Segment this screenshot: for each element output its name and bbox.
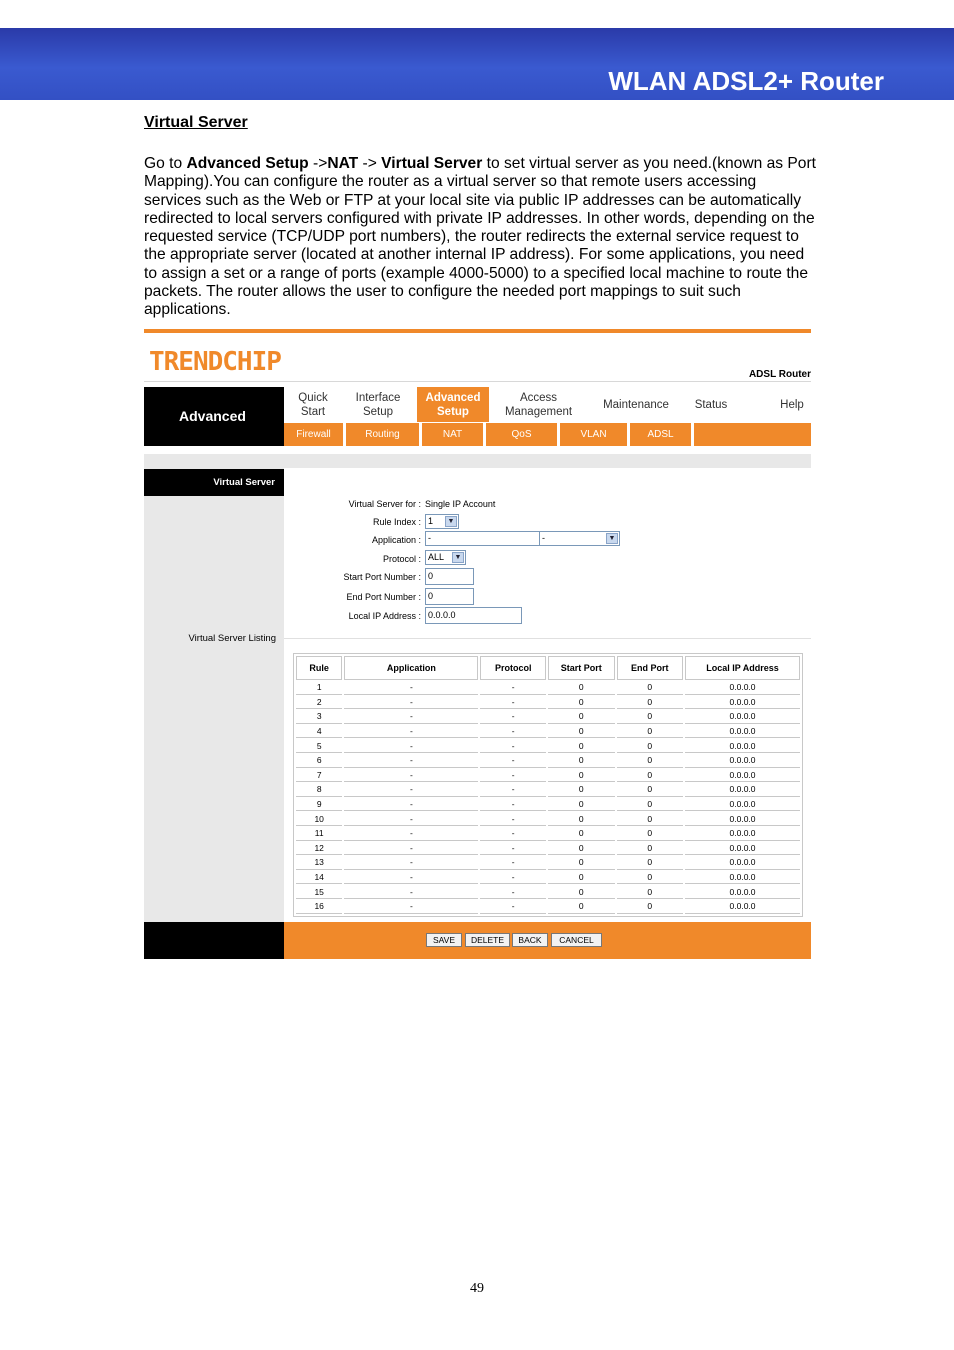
table-row — [296, 711, 800, 724]
col-application: Application — [344, 656, 478, 680]
cell-end-port: 0 — [617, 813, 684, 826]
table-row — [296, 872, 800, 885]
cell-protocol: - — [480, 843, 546, 856]
cell-end-port: 0 — [617, 799, 684, 812]
cell-end-port: 0 — [617, 843, 684, 856]
cell-start-port: 0 — [548, 740, 615, 753]
cell-local-ip: 0.0.0.0 — [685, 843, 800, 856]
cell-protocol: - — [480, 711, 546, 724]
intro-bold-advanced-setup: Advanced Setup — [186, 155, 309, 172]
chevron-down-icon: ▼ — [445, 516, 457, 527]
cell-protocol: - — [480, 726, 546, 739]
cell-local-ip: 0.0.0.0 — [685, 711, 800, 724]
subtab-adsl[interactable]: ADSL — [630, 423, 694, 446]
subtab-nat[interactable]: NAT — [422, 423, 486, 446]
intro-bold-virtual-server: Virtual Server — [381, 155, 483, 172]
start-port-input[interactable]: 0 — [425, 568, 474, 585]
virtual-server-listing-label: Virtual Server Listing — [188, 633, 276, 644]
cell-protocol: - — [480, 813, 546, 826]
chevron-down-icon: ▼ — [452, 552, 464, 563]
router-screenshot — [144, 329, 811, 959]
cell-end-port: 0 — [617, 784, 684, 797]
cell-start-port: 0 — [548, 857, 615, 870]
table-row — [296, 682, 800, 695]
cell-local-ip: 0.0.0.0 — [685, 740, 800, 753]
cell-local-ip: 0.0.0.0 — [685, 886, 800, 899]
cell-rule: 16 — [296, 901, 342, 914]
cell-rule: 13 — [296, 857, 342, 870]
local-ip-input[interactable]: 0.0.0.0 — [425, 607, 522, 624]
cell-protocol: - — [480, 872, 546, 885]
cell-application: - — [344, 711, 478, 724]
cell-local-ip: 0.0.0.0 — [685, 813, 800, 826]
cell-start-port: 0 — [548, 682, 615, 695]
vs-for-label: Virtual Server for : — [348, 499, 421, 509]
cell-start-port: 0 — [548, 872, 615, 885]
table-row — [296, 697, 800, 710]
chevron-down-icon: ▼ — [606, 533, 618, 544]
bottom-left-panel — [144, 922, 284, 959]
cell-start-port: 0 — [548, 726, 615, 739]
subtab-qos[interactable]: QoS — [486, 423, 560, 446]
cell-application: - — [344, 872, 478, 885]
cell-rule: 10 — [296, 813, 342, 826]
cell-protocol: - — [480, 828, 546, 841]
cell-rule: 4 — [296, 726, 342, 739]
save-button[interactable]: SAVE — [426, 933, 462, 947]
tab-quick-start[interactable]: Quick Start — [298, 391, 328, 418]
table-row — [296, 886, 800, 899]
cell-start-port: 0 — [548, 901, 615, 914]
cell-rule: 5 — [296, 740, 342, 753]
protocol-select[interactable] — [425, 550, 466, 565]
cell-protocol: - — [480, 886, 546, 899]
tab-advanced-setup[interactable]: Advanced Setup — [417, 387, 489, 422]
cell-end-port: 0 — [617, 886, 684, 899]
col-rule: Rule — [296, 656, 342, 680]
cell-start-port: 0 — [548, 843, 615, 856]
cell-protocol: - — [480, 901, 546, 914]
cell-local-ip: 0.0.0.0 — [685, 755, 800, 768]
virtual-server-table — [293, 653, 803, 917]
cell-local-ip: 0.0.0.0 — [685, 784, 800, 797]
end-port-input[interactable]: 0 — [425, 588, 474, 605]
cell-start-port: 0 — [548, 886, 615, 899]
cell-protocol: - — [480, 697, 546, 710]
intro-prefix: Go to — [144, 155, 187, 172]
cell-application: - — [344, 857, 478, 870]
end-port-label: End Port Number : — [346, 592, 421, 602]
cell-start-port: 0 — [548, 784, 615, 797]
cell-local-ip: 0.0.0.0 — [685, 901, 800, 914]
cell-application: - — [344, 755, 478, 768]
cell-local-ip: 0.0.0.0 — [685, 682, 800, 695]
cell-end-port: 0 — [617, 901, 684, 914]
cell-rule: 1 — [296, 682, 342, 695]
vs-for-value: Single IP Account — [425, 499, 496, 509]
table-row — [296, 755, 800, 768]
cell-start-port: 0 — [548, 697, 615, 710]
tab-maintenance[interactable]: Maintenance — [603, 398, 669, 411]
cancel-button[interactable]: CANCEL — [551, 933, 602, 947]
cell-application: - — [344, 697, 478, 710]
table-row — [296, 740, 800, 753]
rule-index-label: Rule Index : — [372, 517, 421, 527]
cell-protocol: - — [480, 682, 546, 695]
cell-local-ip: 0.0.0.0 — [685, 726, 800, 739]
cell-end-port: 0 — [617, 872, 684, 885]
cell-rule: 15 — [296, 886, 342, 899]
rule-index-value: 1 — [428, 516, 434, 526]
application-input[interactable]: - — [425, 531, 540, 546]
cell-local-ip: 0.0.0.0 — [685, 828, 800, 841]
table-row — [296, 828, 800, 841]
cell-rule: 6 — [296, 755, 342, 768]
col-start-port: Start Port — [548, 656, 615, 680]
table-row — [296, 813, 800, 826]
cell-protocol: - — [480, 755, 546, 768]
delete-button[interactable]: DELETE — [465, 933, 510, 947]
section-heading: Virtual Server — [144, 114, 248, 131]
listing-divider — [284, 638, 811, 639]
content-top-strip — [144, 454, 811, 468]
cell-end-port: 0 — [617, 740, 684, 753]
table-row — [296, 901, 800, 914]
cell-application: - — [344, 784, 478, 797]
cell-local-ip: 0.0.0.0 — [685, 697, 800, 710]
cell-protocol: - — [480, 784, 546, 797]
cell-local-ip: 0.0.0.0 — [685, 857, 800, 870]
table-header-row — [296, 656, 800, 680]
cell-application: - — [344, 770, 478, 783]
cell-end-port: 0 — [617, 682, 684, 695]
cell-rule: 3 — [296, 711, 342, 724]
header-divider — [144, 381, 811, 382]
table-row — [296, 770, 800, 783]
intro-bold-nat: NAT — [327, 155, 359, 172]
cell-application: - — [344, 726, 478, 739]
page-number: 49 — [470, 1281, 484, 1296]
cell-application: - — [344, 740, 478, 753]
cell-application: - — [344, 843, 478, 856]
cell-start-port: 0 — [548, 828, 615, 841]
cell-local-ip: 0.0.0.0 — [685, 770, 800, 783]
intro-paragraph — [144, 155, 816, 320]
cell-end-port: 0 — [617, 857, 684, 870]
cell-application: - — [344, 886, 478, 899]
cell-start-port: 0 — [548, 770, 615, 783]
cell-end-port: 0 — [617, 711, 684, 724]
cell-rule: 8 — [296, 784, 342, 797]
cell-application: - — [344, 828, 478, 841]
cell-end-port: 0 — [617, 770, 684, 783]
table-row — [296, 843, 800, 856]
cell-rule: 12 — [296, 843, 342, 856]
page-banner — [0, 28, 954, 100]
cell-end-port: 0 — [617, 697, 684, 710]
cell-start-port: 0 — [548, 799, 615, 812]
cell-start-port: 0 — [548, 755, 615, 768]
subtab-firewall[interactable]: Firewall — [284, 423, 346, 446]
back-button[interactable]: BACK — [512, 933, 548, 947]
subtab-vlan[interactable]: VLAN — [560, 423, 630, 446]
cell-local-ip: 0.0.0.0 — [685, 799, 800, 812]
tab-interface-setup[interactable]: Interface Setup — [355, 391, 401, 418]
table-row — [296, 726, 800, 739]
intro-sep2: -> — [358, 155, 382, 172]
table-row — [296, 784, 800, 797]
col-protocol: Protocol — [480, 656, 546, 680]
cell-end-port: 0 — [617, 755, 684, 768]
cell-application: - — [344, 901, 478, 914]
table-body — [296, 682, 800, 914]
protocol-value: ALL — [428, 552, 445, 562]
application-label: Application : — [371, 535, 421, 545]
tab-access-management[interactable]: Access Management — [504, 391, 573, 418]
nav-section-title: Advanced — [179, 408, 246, 424]
table-row — [296, 857, 800, 870]
cell-application: - — [344, 813, 478, 826]
cell-rule: 9 — [296, 799, 342, 812]
tab-status[interactable]: Status — [694, 398, 728, 411]
cell-start-port: 0 — [548, 711, 615, 724]
cell-start-port: 0 — [548, 813, 615, 826]
banner-title: WLAN ADSL2+ Router — [608, 66, 884, 96]
virtual-server-label: Virtual Server — [144, 469, 284, 496]
trendchip-logo: TRENDCHIP — [149, 347, 281, 377]
cell-local-ip: 0.0.0.0 — [685, 872, 800, 885]
cell-protocol: - — [480, 770, 546, 783]
local-ip-label: Local IP Address : — [348, 611, 421, 621]
cell-application: - — [344, 682, 478, 695]
table-row — [296, 799, 800, 812]
rule-index-select[interactable] — [425, 514, 459, 529]
top-accent-line — [144, 329, 811, 333]
cell-end-port: 0 — [617, 726, 684, 739]
cell-protocol: - — [480, 740, 546, 753]
intro-rest: to set virtual server as you need.(known as Port Mapping).You can configure the router as a virtual server so that remote users accessing services such as the Web or FTP at your local site via public IP addresses can be automatically redirected to local servers configured with private IP addresses. In other words, depending on the requested service (TCP/UDP port numbers), the router redirects the external service request to the appropriate server (located at another internal IP address). For some applications, you need to assign a set or a range of ports (example 4000-5000) to a specified local machine to route the packets. The router allows the user to configure the needed port mappings to suit such applications. — [144, 155, 817, 319]
cell-application: - — [344, 799, 478, 812]
cell-end-port: 0 — [617, 828, 684, 841]
subtab-routing[interactable]: Routing — [346, 423, 422, 446]
tab-help[interactable]: Help — [780, 398, 804, 411]
intro-sep1: -> — [308, 155, 328, 172]
cell-protocol: - — [480, 799, 546, 812]
cell-rule: 7 — [296, 770, 342, 783]
col-end-port: End Port — [617, 656, 684, 680]
protocol-label: Protocol : — [382, 554, 421, 564]
cell-protocol: - — [480, 857, 546, 870]
cell-rule: 11 — [296, 828, 342, 841]
product-name: ADSL Router — [748, 369, 811, 380]
application-select-value: - — [542, 533, 545, 543]
col-local-ip: Local IP Address — [685, 656, 800, 680]
cell-rule: 14 — [296, 872, 342, 885]
start-port-label: Start Port Number : — [343, 572, 421, 582]
cell-rule: 2 — [296, 697, 342, 710]
application-select[interactable] — [539, 531, 620, 546]
